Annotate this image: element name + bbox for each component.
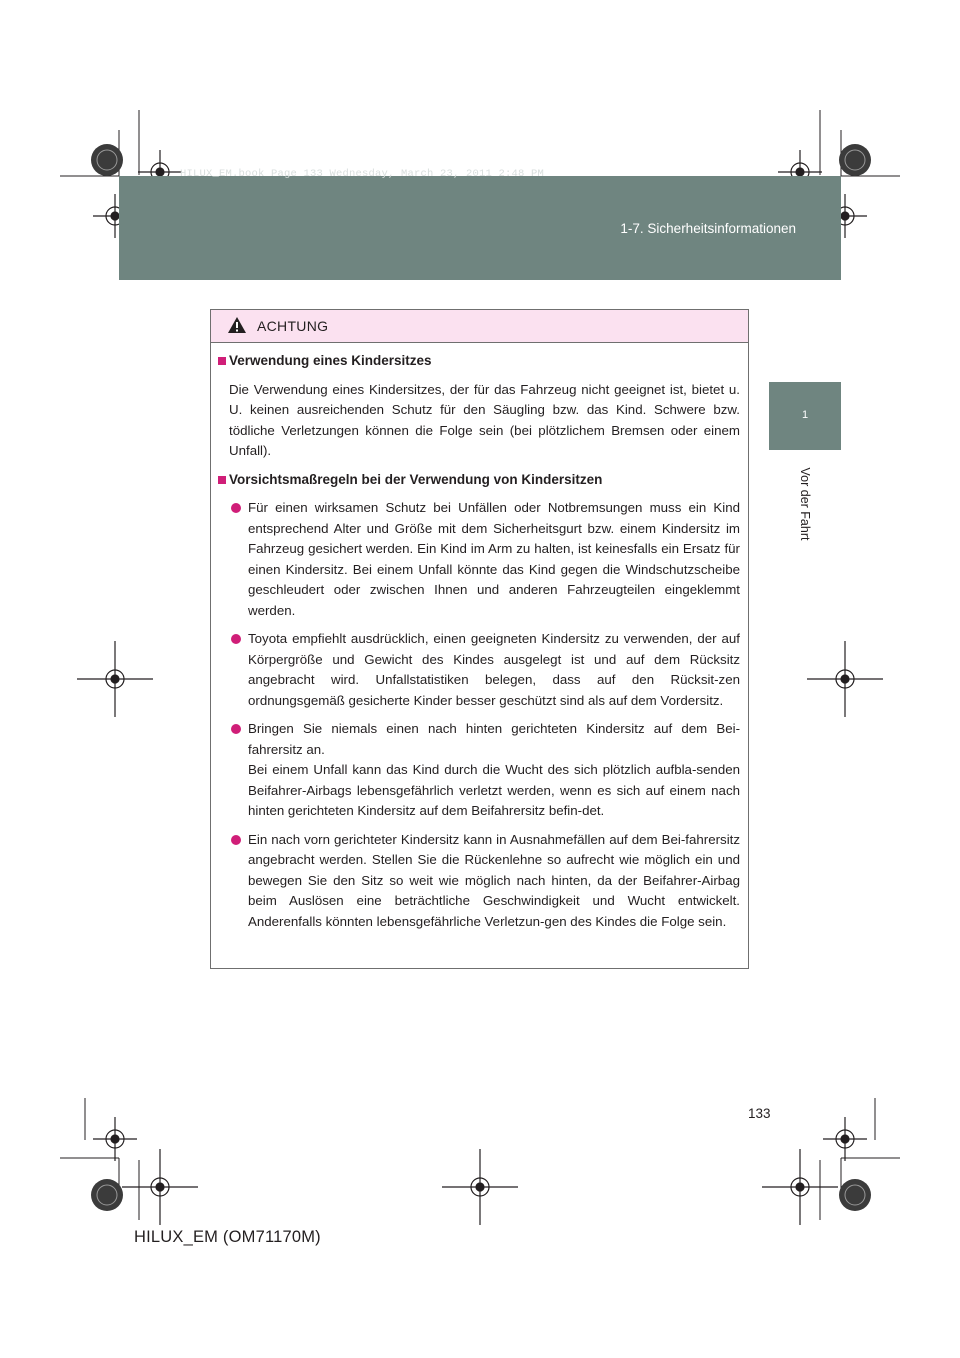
square-bullet-icon xyxy=(218,357,226,365)
round-bullet-icon xyxy=(231,724,241,734)
square-bullet-icon xyxy=(218,476,226,484)
list-item xyxy=(217,719,740,822)
list-item-text: Toyota empfiehlt ausdrücklich, einen geeigneten Kindersitz zu verwenden, der auf Körpergröße und Gewicht des Kindes ausgelegt ist und auf dem Rücksitz angebracht wird. Unfallstatistiken belegen, dass auf den Rücksit-zen ordnungsgemäß gesicherte Kinder besser geschützt sind als auf dem Vordersitz. xyxy=(248,631,740,708)
list-item-continuation: Bei einem Unfall kann das Kind durch die Wucht des sich plötzlich aufbla-senden Beifahrer-Airbags lebensgefährlich verletzt werden, wenn es sich auf einem nach hinten gerichteten Kindersitz auf dem Beifahrersitz befin-det. xyxy=(248,762,740,818)
chapter-tab xyxy=(769,382,841,450)
list-item xyxy=(217,629,740,711)
round-bullet-icon xyxy=(231,634,241,644)
section-heading xyxy=(217,470,740,491)
warning-triangle-icon xyxy=(227,316,247,334)
section-heading xyxy=(217,351,740,372)
section-title: 1-7. Sicherheitsinformationen xyxy=(620,221,796,236)
list-item-text: Ein nach vorn gerichteter Kindersitz kann in Ausnahmefällen auf dem Bei-fahrersitz angebracht werden. Stellen Sie die Rückenlehne so aufrecht wie möglich ein und bewegen Sie den Sitz so weit wie möglich nach hinten, da der Beifahrer-Airbag beim Auslösen eine beträchtliche Geschwindigkeit und Wucht entwickelt. Anderenfalls könnten lebensgefährliche Verletzun-gen des Kindes die Folge sein. xyxy=(248,831,740,929)
round-bullet-icon xyxy=(231,503,241,513)
document-code: HILUX_EM (OM71170M) xyxy=(134,1228,321,1246)
print-stamp: HILUX_EM.book Page 133 Wednesday, March 23, 2011 2:48 PM xyxy=(180,168,545,180)
list-item xyxy=(217,830,740,933)
chapter-label xyxy=(798,462,812,582)
list-item xyxy=(217,498,740,621)
warning-box xyxy=(210,309,749,969)
warning-header xyxy=(211,310,748,343)
list-item-text: Bringen Sie niemals einen nach hinten gerichteten Kindersitz auf dem Bei-fahrersitz an. xyxy=(248,721,740,757)
page-number: 133 xyxy=(748,1106,771,1121)
chapter-number: 1 xyxy=(801,409,809,421)
chapter-label-text: Vor der Fahrt xyxy=(798,467,812,541)
list-item-text: Für einen wirksamen Schutz bei Unfällen oder Notbremsungen muss ein Kind entsprechend Alter und Größe mit dem Sicherheitsgurt bzw. einem Kindersitz im Fahrzeug gesichert werden. Ein Kind im Arm zu halten, ist keinesfalls ein Ersatz für einen Kindersitz. Bei einem Unfall könnte das Kind gegen die Windschutzscheibe geschleudert oder zwischen Ihnen und anderen Fahrzeugteilen eingeklemmt werden. xyxy=(248,500,740,618)
warning-title: ACHTUNG xyxy=(257,318,329,334)
warning-body xyxy=(211,343,748,932)
round-bullet-icon xyxy=(231,835,241,845)
section-paragraph: Die Verwendung eines Kindersitzes, der für das Fahrzeug nicht geeignet ist, bietet u. U. keinen ausreichenden Schutz für den Säugling bzw. das Kind. Schwere bzw. tödliche Verletzungen können die Folge sein (bei plötzlichem Bremsen oder einem Unfall). xyxy=(229,381,740,458)
section-heading-text: Vorsichtsmaßregeln bei der Verwendung von Kindersitzen xyxy=(229,471,603,487)
section-heading-text: Verwendung eines Kindersitzes xyxy=(229,353,432,368)
